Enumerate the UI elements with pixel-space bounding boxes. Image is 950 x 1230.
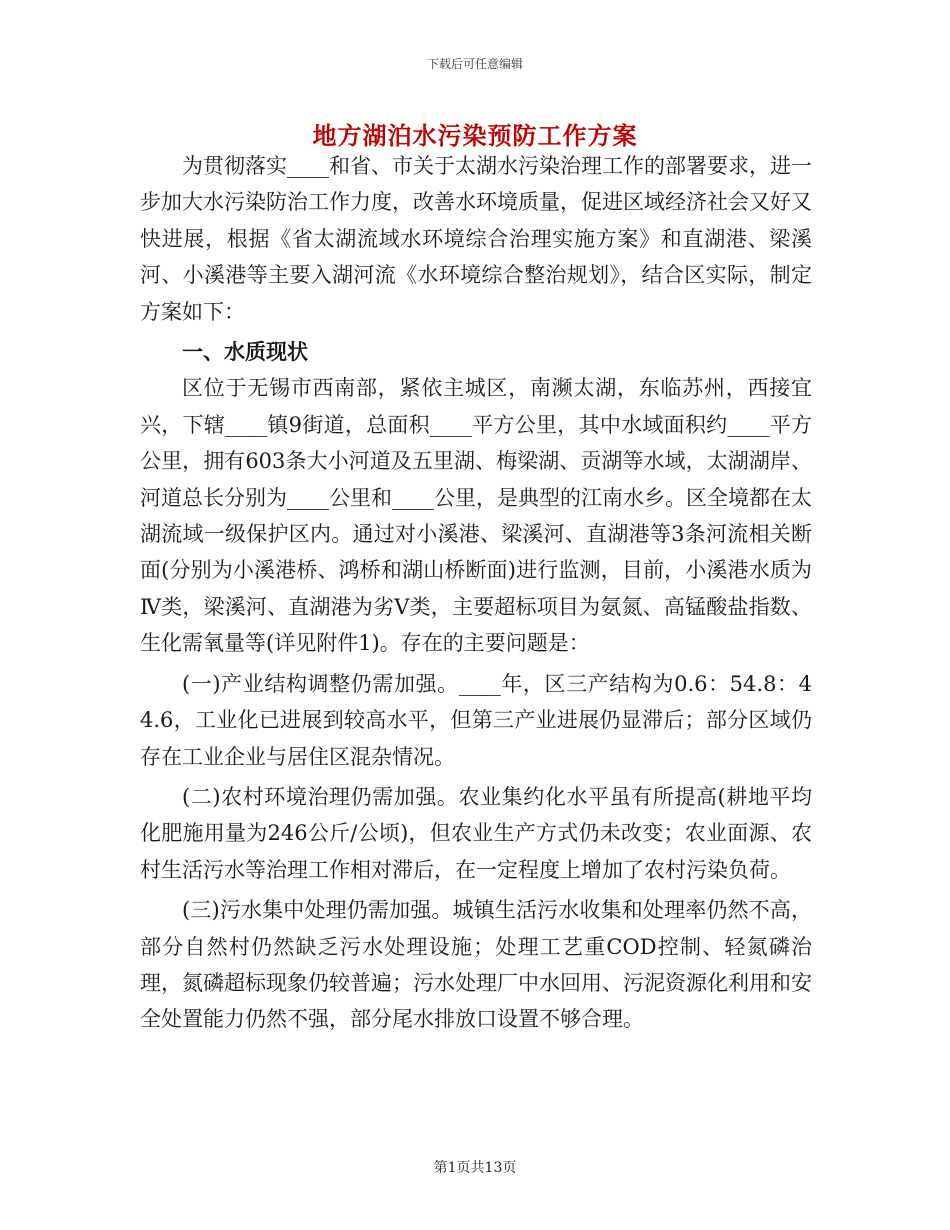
issue-sewage-paragraph: (三)污水集中处理仍需加强。城镇生活污水收集和处理率仍然不高，部分自然村仍然缺乏污水处理设施；处理工艺重COD控制、轻氮磷治理，氮磷超标现象仍较普遍；污水处理厂中水回用、污泥资源化利用和安全处置能力仍然不强，部分尾水排放口设置不够合理。 xyxy=(140,898,812,1032)
download-note: 下载后可任意编辑 xyxy=(426,57,523,71)
page-number: 第1页共13页 xyxy=(433,1160,517,1176)
section-heading-water-quality: 一、水质现状 xyxy=(182,339,308,365)
issue-rural-paragraph: (二)农村环境治理仍需加强。农业集约化水平虽有所提高(耕地平均化肥施用量为246公斤/公顷)，但农业生产方式仍未改变；农业面源、农村生活污水等治理工作相对滞后，在一定程度上增加了农村污染负荷。 xyxy=(140,784,812,882)
document-body xyxy=(140,148,812,1038)
issue-industry-paragraph: (一)产业结构调整仍需加强。____年，区三产结构为0.6：54.8：44.6，工业化已进展到较高水平，但第三产业进展仍显滞后；部分区域仍存在工业企业与居住区混杂情况。 xyxy=(140,671,812,769)
document-title: 地方湖泊水污染预防工作方案 xyxy=(312,121,638,150)
intro-paragraph: 为贯彻落实____和省、市关于太湖水污染治理工作的部署要求，进一步加大水污染防治工作力度，改善水环境质量，促进区域经济社会又好又快进展，根据《省太湖流域水环境综合治理实施方案》和直湖港、梁溪河、小溪港等主要入湖河流《水环境综合整治规划》，结合区实际，制定方案如下： xyxy=(140,154,812,324)
water-quality-paragraph: 区位于无锡市西南部，紧依主城区，南濒太湖，东临苏州，西接宜兴，下辖____镇9街道，总面积____平方公里，其中水域面积约____平方公里，拥有603条大小河道及五里湖、梅梁湖、贡湖等水域，太湖湖岸、河道总长分别为____公里和____公里，是典型的江南水乡。区全境都在太湖流域一级保护区内。通过对小溪港、梁溪河、直湖港等3条河流相关断面(分别为小溪港桥、鸿桥和湖山桥断面)进行监测，目前，小溪港水质为Ⅳ类，梁溪河、直湖港为劣Ⅴ类，主要超标项目为氨氮、高锰酸盐指数、生化需氧量等(详见附件1)。存在的主要问题是： xyxy=(140,376,812,656)
